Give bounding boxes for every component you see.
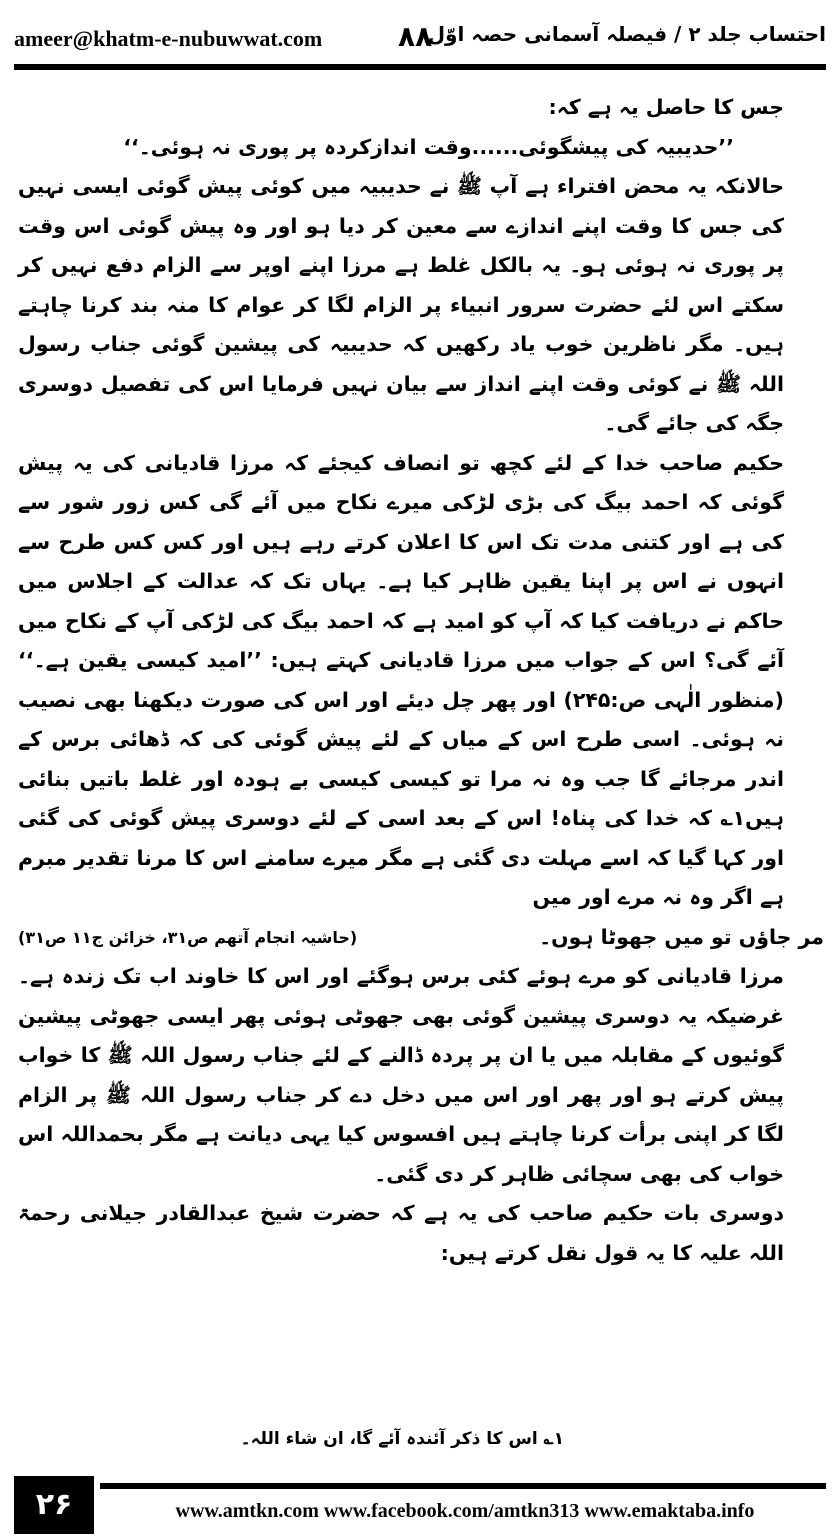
header-page-number: ۸۸ bbox=[398, 20, 433, 53]
paragraph-conclusion: مرزا قادیانی کو مرے ہوئے کئی برس ہوگئے اور اس کا خاوند اب تک زندہ ہے۔ غرضیکہ یہ دوسری پیشین گوئی بھی جھوٹی ہوئی پھر ایسی جھوٹی پیشین گوئیوں کے مقابلہ میں یا ان پر پردہ ڈالنے کے لئے جناب رسول اللہ ﷺ کا خواب پیش کرتے ہو اور پھر اور اس میں دخل دے کر جناب رسول اللہ ﷺ پر الزام لگا کر اپنی برأت کرنا چاہتے ہیں افسوس کیا یہی دیانت ہے مگر بحمداللہ اس خواب کی بھی سچائی ظاہر کر دی گئی۔ bbox=[18, 964, 784, 1186]
citation-reference: (حاشیہ انجام آتھم ص۳۱، خزائن ج۱۱ ص۳۱) bbox=[18, 927, 358, 947]
paragraph-second-point: دوسری بات حکیم صاحب کی یہ ہے کہ حضرت شیخ عبدالقادر جیلانی رحمۃ اللہ علیہ کا یہ قول نقل کرتے ہیں: bbox=[18, 1201, 784, 1265]
header-rule bbox=[14, 64, 826, 70]
footer-rule bbox=[100, 1483, 826, 1489]
footer-page-number: ۲۶ bbox=[14, 1476, 94, 1534]
paragraph-prophecy: حکیم صاحب خدا کے لئے کچھ تو انصاف کیجئے کہ مرزا قادیانی کی یہ پیش گوئی کہ احمد بیگ کی بڑی لڑکی میرے نکاح میں آئے گی کس زور شور سے کی ہے اور کتنی مدت تک اس کا اعلان کرتے رہے ہیں اور کس کس طرح سے انہوں نے اس پر اپنا یقین ظاہر کیا ہے۔ یہاں تک کہ عدالت کے اجلاس میں حاکم نے دریافت کیا کہ آپ کو امید ہے کہ احمد بیگ کی لڑکی آپ کے نکاح میں آئے گی؟ اس کے جواب میں مرزا قادیانی کہتے ہیں: ’’امید کیسی یقین ہے۔‘‘ (منظور الٰہی ص:۲۴۵) اور پھر چل دیئے اور اس کی صورت دیکھنا بھی نصیب نہ ہوئی۔ اسی طرح اس کے میاں کے لئے پیش گوئی کی کہ ڈھائی برس کے اندر مرجائے گا جب وہ نہ مرا تو کیسی کیسی بے ہودہ اور غلط باتیں بنائی ہیں۱؎ کہ خدا کی پناہ! اس کے بعد اسی کے لئے دوسری پیش گوئی کی گئی اور کہا گیا کہ اسے مہلت دی گئی ہے مگر میرے سامنے اس کا مرنا تقدیر مبرم ہے اگر وہ نہ مرے اور میں bbox=[18, 450, 784, 909]
page-header bbox=[14, 20, 826, 60]
reference-line bbox=[18, 918, 824, 958]
footer-links: www.amtkn.com www.facebook.com/amtkn313 www.emaktaba.info bbox=[175, 1500, 755, 1522]
body-text bbox=[18, 88, 824, 1273]
footnote: ۱؎ اس کا ذکر آئندہ آئے گا، ان شاء اللہ۔ bbox=[240, 1429, 564, 1449]
paragraph-intro: جس کا حاصل یہ ہے کہ: bbox=[548, 95, 784, 119]
paragraph-prophecy-end: مر جاؤں تو میں جھوٹا ہوں۔ bbox=[539, 924, 824, 949]
header-title: احتساب جلد ۲ / فیصلہ آسمانی حصہ اوّل bbox=[427, 22, 826, 46]
paragraph-hudaybiyyah: حالانکہ یہ محض افتراء ہے آپ ﷺ نے حدیبیہ میں کوئی پیش گوئی ایسی نہیں کی جس کا وقت اپنے اندازے سے معین کر دیا ہو اور وہ پیش گوئی اس وقت پر پوری نہ ہوئی ہو۔ یہ بالکل غلط ہے مرزا اپنے اوپر سے الزام دفع نہیں کر سکتے اس لئے حضرت سرور انبیاء پر الزام لگا کر عوام کا منہ بند کرنا چاہتے ہیں۔ مگر ناظرین خوب یاد رکھیں کہ حدیبیہ کی پیشین گوئی جناب رسول اللہ ﷺ نے کوئی وقت اپنے انداز سے بیان نہیں فرمایا اس کی تفصیل دوسری جگہ کی جائے گی۔ bbox=[18, 174, 784, 435]
header-email: ameer@khatm-e-nubuwwat.com bbox=[14, 26, 323, 51]
paragraph-quote: ’’حدیبیہ کی پیشگوئی......وقت اندازکردہ پر پوری نہ ہوئی۔‘‘ bbox=[123, 134, 734, 159]
